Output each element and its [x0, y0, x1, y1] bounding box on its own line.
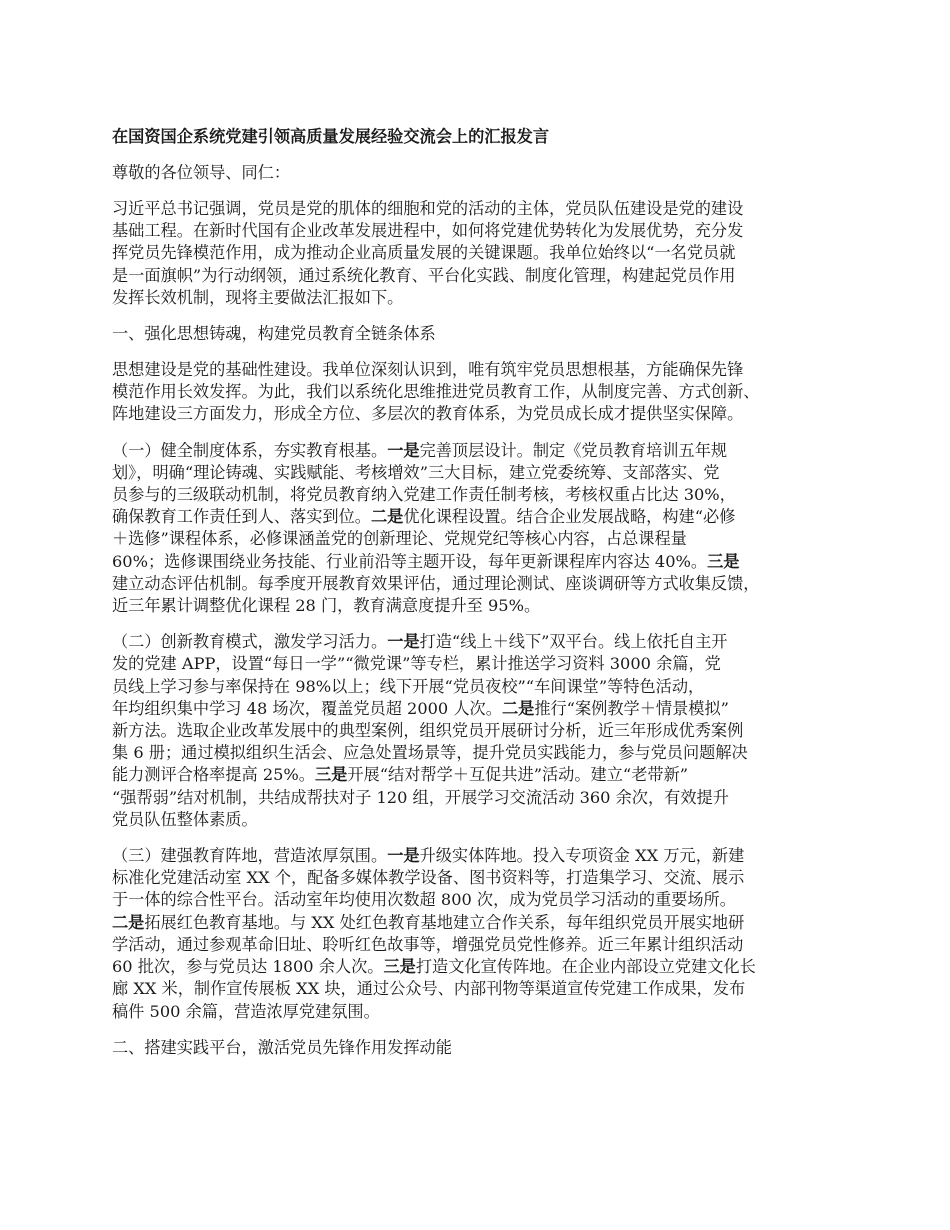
subsection-3-paragraph	[112, 845, 852, 1023]
text-span: 升级实体阵地。投入专项资金 XX 万元，新建	[419, 846, 745, 866]
text-line: 发的党建 APP，设置“每日一学”“微党课”等专栏，累计推送学习资料 3000 余篇，党	[112, 654, 721, 674]
text-line: 于一体的综合性平台。活动室年均使用次数超 800 次，成为党员学习活动的重要场所。	[112, 890, 736, 910]
text-line: 廊 XX 米，制作宣传展板 XX 块，通过公众号、内部刊物等渠道宣传党建工作成果，发布	[112, 979, 746, 999]
text-span: 60%；选修课围绕业务技能、行业前沿等主题开设，每年更新课程库内容达 40%。	[112, 551, 708, 571]
section1-intro-paragraph	[112, 359, 852, 426]
bold-marker: 三是	[315, 765, 348, 785]
text-line: 稿件 500 余篇，营造浓厚党建氛围。	[112, 1001, 380, 1021]
text-line: 发挥长效机制，现将主要做法汇报如下。	[112, 287, 404, 307]
bold-marker: 一是	[387, 846, 420, 866]
text-span: 能力测评合格率提高 25%。	[112, 765, 315, 785]
text-line	[112, 845, 852, 867]
text-line: 基础工程。在新时代国有企业改革发展进程中，如何将党建优势转化为发展优势，充分发	[112, 221, 744, 241]
subsection-title: （一）健全制度体系，夯实教育根基。	[112, 440, 388, 460]
text-line: 是一面旗帜”为行动纲领，通过系统化教育、平台化实践、制度化管理，构建起党员作用	[112, 265, 736, 285]
text-line	[112, 764, 852, 786]
bold-marker: 二是	[371, 507, 404, 527]
text-line	[112, 956, 852, 978]
text-line: 员线上学习参与率保持在 98%以上；线下开展“党员夜校”“车间课堂”等特色活动，	[112, 676, 705, 696]
text-line	[112, 551, 852, 573]
text-line: 党员队伍整体素质。	[112, 809, 258, 829]
text-line: 学活动，通过参观革命旧址、聆听红色故事等，增强党员党性修养。近三年累计组织活动	[112, 934, 744, 954]
text-line	[112, 631, 852, 653]
text-line: 划》，明确“理论铸魂、实践赋能、考核增效”三大目标，建立党委统筹、支部落实、党	[112, 462, 720, 482]
text-span: 优化课程设置。结合企业发展战略，构建“必修	[403, 507, 736, 527]
text-line: 建立动态评估机制。每季度开展教育效果评估，通过理论测试、座谈调研等方式收集反馈，	[112, 573, 760, 593]
text-span: 推行“案例教学＋情景模拟”	[534, 698, 729, 718]
text-line	[112, 506, 852, 528]
text-line	[112, 698, 852, 720]
bold-marker: 三是	[707, 551, 740, 571]
text-line: 标准化党建活动室 XX 个，配备多媒体教学设备、图书资料等，打造集学习、交流、展示	[112, 868, 745, 888]
text-span: 打造“线上＋线下”双平台。线上依托自主开	[419, 632, 728, 652]
text-line	[112, 440, 852, 462]
bold-marker: 二是	[501, 698, 535, 718]
text-line: “强帮弱”结对机制，共结成帮扶对子 120 组，开展学习交流活动 360 余次，有效提升	[112, 787, 729, 807]
bold-marker: 一是	[387, 440, 420, 460]
text-line: 挥党员先锋模范作用，成为推动企业高质量发展的关键课题。我单位始终以“一名党员就	[112, 243, 736, 263]
text-span: 打造文化宣传阵地。在企业内部设立党建文化长	[415, 957, 756, 977]
bold-marker: 二是	[112, 912, 145, 932]
text-line: 集 6 册；通过模拟组织生活会、应急处置场景等，提升党员实践能力，参与党员问题解决	[112, 743, 748, 763]
section-heading-2: 二、搭建实践平台，激活党员先锋作用发挥动能	[112, 1037, 452, 1057]
text-span: 年均组织集中学习 48 场次，覆盖党员超 2000 人次。	[112, 698, 502, 718]
text-span: 60 批次，参与党员达 1800 余人次。	[112, 957, 384, 977]
text-line: 模范作用长效发挥。为此，我们以系统化思维推进党员教育工作，从制度完善、方式创新、	[112, 382, 760, 402]
document-title: 在国资国企系统党建引领高质量发展经验交流会上的汇报发言	[112, 127, 550, 146]
section-heading-1: 一、强化思想铸魂，构建党员教育全链条体系	[112, 324, 436, 344]
text-span: 开展“结对帮学＋互促共进”活动。建立“老带新”	[347, 765, 689, 785]
text-line: 思想建设是党的基础性建设。我单位深刻认识到，唯有筑牢党员思想根基，方能确保先锋	[112, 360, 744, 380]
bold-marker: 一是	[387, 632, 420, 652]
text-line: 近三年累计调整优化课程 28 门，教育满意度提升至 95%。	[112, 596, 541, 616]
text-line	[112, 912, 852, 934]
text-line: 阵地建设三方面发力，形成全方位、多层次的教育体系，为党员成长成才提供坚实保障。	[112, 404, 744, 424]
subsection-2-paragraph	[112, 631, 852, 831]
text-line: ＋选修”课程体系，必修课涵盖党的创新理论、党规党纪等核心内容，占总课程量	[112, 529, 687, 549]
text-line: 新方法。选取企业改革发展中的典型案例，组织党员开展研讨分析，近三年形成优秀案例	[112, 721, 744, 741]
subsection-title: （三）建强教育阵地，营造浓厚氛围。	[112, 846, 388, 866]
salutation: 尊敬的各位领导、同仁：	[112, 163, 291, 182]
text-span: 确保教育工作责任到人、落实到位。	[112, 507, 371, 527]
bold-marker: 三是	[383, 957, 416, 977]
subsection-title: （二）创新教育模式，激发学习活力。	[112, 632, 388, 652]
text-span: 拓展红色教育基地。与 XX 处红色教育基地建立合作关系，每年组织党员开展实地研	[144, 912, 745, 932]
subsection-1-paragraph	[112, 440, 852, 618]
text-line: 习近平总书记强调，党员是党的肌体的细胞和党的活动的主体，党员队伍建设是党的建设	[112, 199, 744, 218]
document-page	[112, 126, 852, 1073]
text-span: 完善顶层设计。制定《党员教育培训五年规	[419, 440, 728, 460]
intro-paragraph	[112, 198, 852, 309]
text-line: 员参与的三级联动机制，将党员教育纳入党建工作责任制考核，考核权重占比达 30%，	[112, 485, 736, 505]
